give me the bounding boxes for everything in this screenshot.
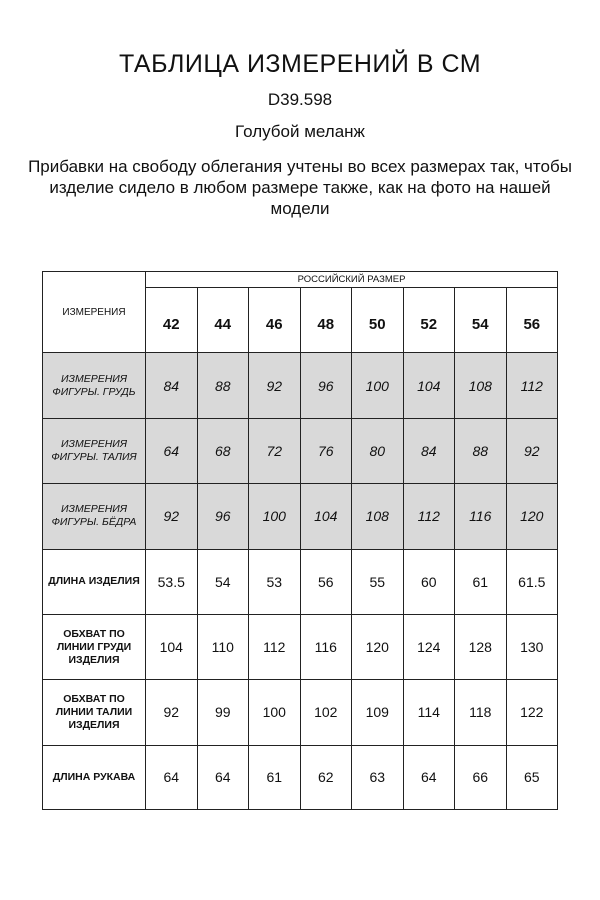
table-row [43, 680, 558, 745]
color-name: Голубой меланж [235, 122, 365, 141]
table-cell: 84 [403, 418, 455, 483]
table-cell: 104 [403, 353, 455, 418]
table-cell: 116 [300, 614, 352, 679]
table-cell: 92 [249, 353, 301, 418]
table-row [43, 484, 558, 549]
table-cell: 118 [455, 680, 507, 745]
table-cell: 84 [146, 353, 198, 418]
table-cell: 100 [249, 484, 301, 549]
size-44-header: 44 [197, 288, 249, 353]
row-label: ИЗМЕРЕНИЯ ФИГУРЫ. БЁДРА [43, 484, 146, 549]
table-cell: 64 [146, 745, 198, 809]
size-46-header: 46 [249, 288, 301, 353]
table-cell: 64 [146, 418, 198, 483]
table-cell: 92 [506, 418, 558, 483]
table-cell: 96 [300, 353, 352, 418]
table-cell: 116 [455, 484, 507, 549]
size-42-header: 42 [146, 288, 198, 353]
table-cell: 99 [197, 680, 249, 745]
row-label: ОБХВАТ ПО ЛИНИИ ТАЛИИ ИЗДЕЛИЯ [43, 680, 146, 745]
table-cell: 108 [352, 484, 404, 549]
table-cell: 108 [455, 353, 507, 418]
table-cell: 53.5 [146, 549, 198, 614]
table-cell: 112 [249, 614, 301, 679]
table-cell: 65 [506, 745, 558, 809]
table-row [43, 549, 558, 614]
table-cell: 88 [455, 418, 507, 483]
group-header-row [43, 272, 558, 288]
table-cell: 66 [455, 745, 507, 809]
size-48-header: 48 [300, 288, 352, 353]
table-cell: 68 [197, 418, 249, 483]
table-cell: 54 [197, 549, 249, 614]
table-cell: 64 [403, 745, 455, 809]
table-cell: 124 [403, 614, 455, 679]
table-cell: 76 [300, 418, 352, 483]
table-cell: 72 [249, 418, 301, 483]
table-cell: 120 [352, 614, 404, 679]
table-row [43, 353, 558, 418]
table-cell: 88 [197, 353, 249, 418]
table-row [43, 614, 558, 679]
table-cell: 96 [197, 484, 249, 549]
corner-label: ИЗМЕРЕНИЯ [43, 272, 146, 353]
table-row [43, 418, 558, 483]
size-table [42, 271, 558, 810]
table-cell: 80 [352, 418, 404, 483]
size-52-header: 52 [403, 288, 455, 353]
table-cell: 92 [146, 484, 198, 549]
fit-note: Прибавки на свободу облегания учтены во всех размерах так, чтобы изделие сидело в любом размере также, как на фото на нашей модели [28, 157, 572, 218]
table-cell: 100 [249, 680, 301, 745]
row-label: ИЗМЕРЕНИЯ ФИГУРЫ. ГРУДЬ [43, 353, 146, 418]
table-cell: 100 [352, 353, 404, 418]
table-cell: 56 [300, 549, 352, 614]
table-cell: 92 [146, 680, 198, 745]
russian-size-header: РОССИЙСКИЙ РАЗМЕР [146, 272, 558, 288]
table-cell: 63 [352, 745, 404, 809]
row-label: ИЗМЕРЕНИЯ ФИГУРЫ. ТАЛИЯ [43, 418, 146, 483]
table-cell: 122 [506, 680, 558, 745]
table-cell: 61 [249, 745, 301, 809]
table-cell: 60 [403, 549, 455, 614]
table-cell: 112 [403, 484, 455, 549]
table-cell: 104 [146, 614, 198, 679]
table-cell: 102 [300, 680, 352, 745]
row-label: ДЛИНА РУКАВА [43, 745, 146, 809]
table-cell: 109 [352, 680, 404, 745]
size-56-header: 56 [506, 288, 558, 353]
table-cell: 64 [197, 745, 249, 809]
table-cell: 130 [506, 614, 558, 679]
table-cell: 55 [352, 549, 404, 614]
size-54-header: 54 [455, 288, 507, 353]
table-cell: 61.5 [506, 549, 558, 614]
product-code: D39.598 [267, 90, 333, 109]
table-cell: 112 [506, 353, 558, 418]
page-title: ТАБЛИЦА ИЗМЕРЕНИЙ В СМ [118, 50, 482, 78]
row-label: ДЛИНА ИЗДЕЛИЯ [43, 549, 146, 614]
size-50-header: 50 [352, 288, 404, 353]
table-row [43, 745, 558, 809]
table-cell: 110 [197, 614, 249, 679]
table-cell: 128 [455, 614, 507, 679]
table-cell: 62 [300, 745, 352, 809]
table-cell: 104 [300, 484, 352, 549]
table-cell: 61 [455, 549, 507, 614]
table-cell: 53 [249, 549, 301, 614]
table-cell: 120 [506, 484, 558, 549]
row-label: ОБХВАТ ПО ЛИНИИ ГРУДИ ИЗДЕЛИЯ [43, 614, 146, 679]
table-cell: 114 [403, 680, 455, 745]
